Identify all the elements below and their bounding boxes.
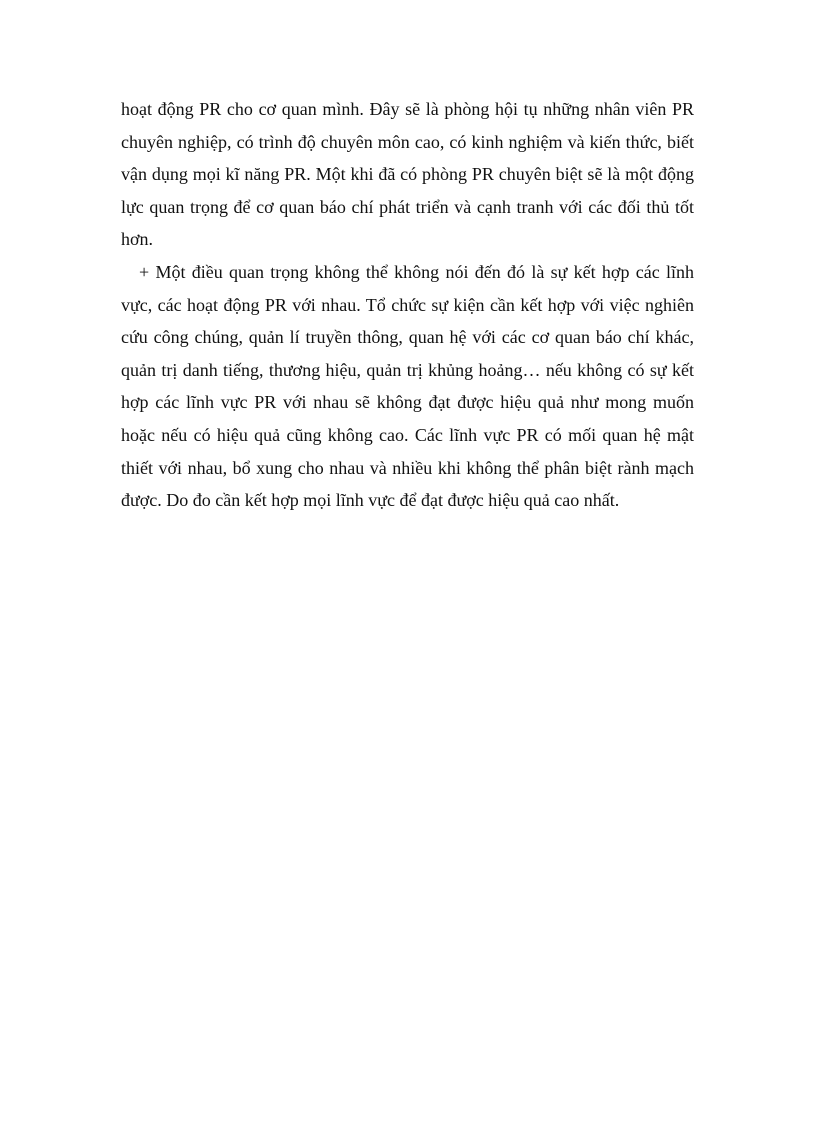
paragraph-continuation: hoạt động PR cho cơ quan mình. Đây sẽ là phòng hội tụ những nhân viên PR chuyên nghiệp, có trình độ chuyên môn cao, có kinh nghiệm và kiến thức, biết vận dụng mọi kĩ năng PR. Một khi đã có phòng PR chuyên biệt sẽ là một động lực quan trọng để cơ quan báo chí phát triển và cạnh tranh với các đối thủ tốt hơn. (121, 99, 694, 250)
paragraph-pr-integration: + Một điều quan trọng không thể không nói đến đó là sự kết hợp các lĩnh vực, các hoạt động PR với nhau. Tổ chức sự kiện cần kết hợp với việc nghiên cứu công chúng, quản lí truyền thông, quan hệ với các cơ quan báo chí khác, quản trị danh tiếng, thương hiệu, quản trị khủng hoảng… nếu không có sự kết hợp các lĩnh vực PR với nhau sẽ không đạt được hiệu quả như mong muốn hoặc nếu có hiệu quả cũng không cao. Các lĩnh vực PR có mối quan hệ mật thiết với nhau, bổ xung cho nhau và nhiều khi không thể phân biệt rành mạch được. Do đo cần kết hợp mọi lĩnh vực để đạt được hiệu quả cao nhất. (121, 261, 694, 511)
document-body (121, 93, 694, 517)
